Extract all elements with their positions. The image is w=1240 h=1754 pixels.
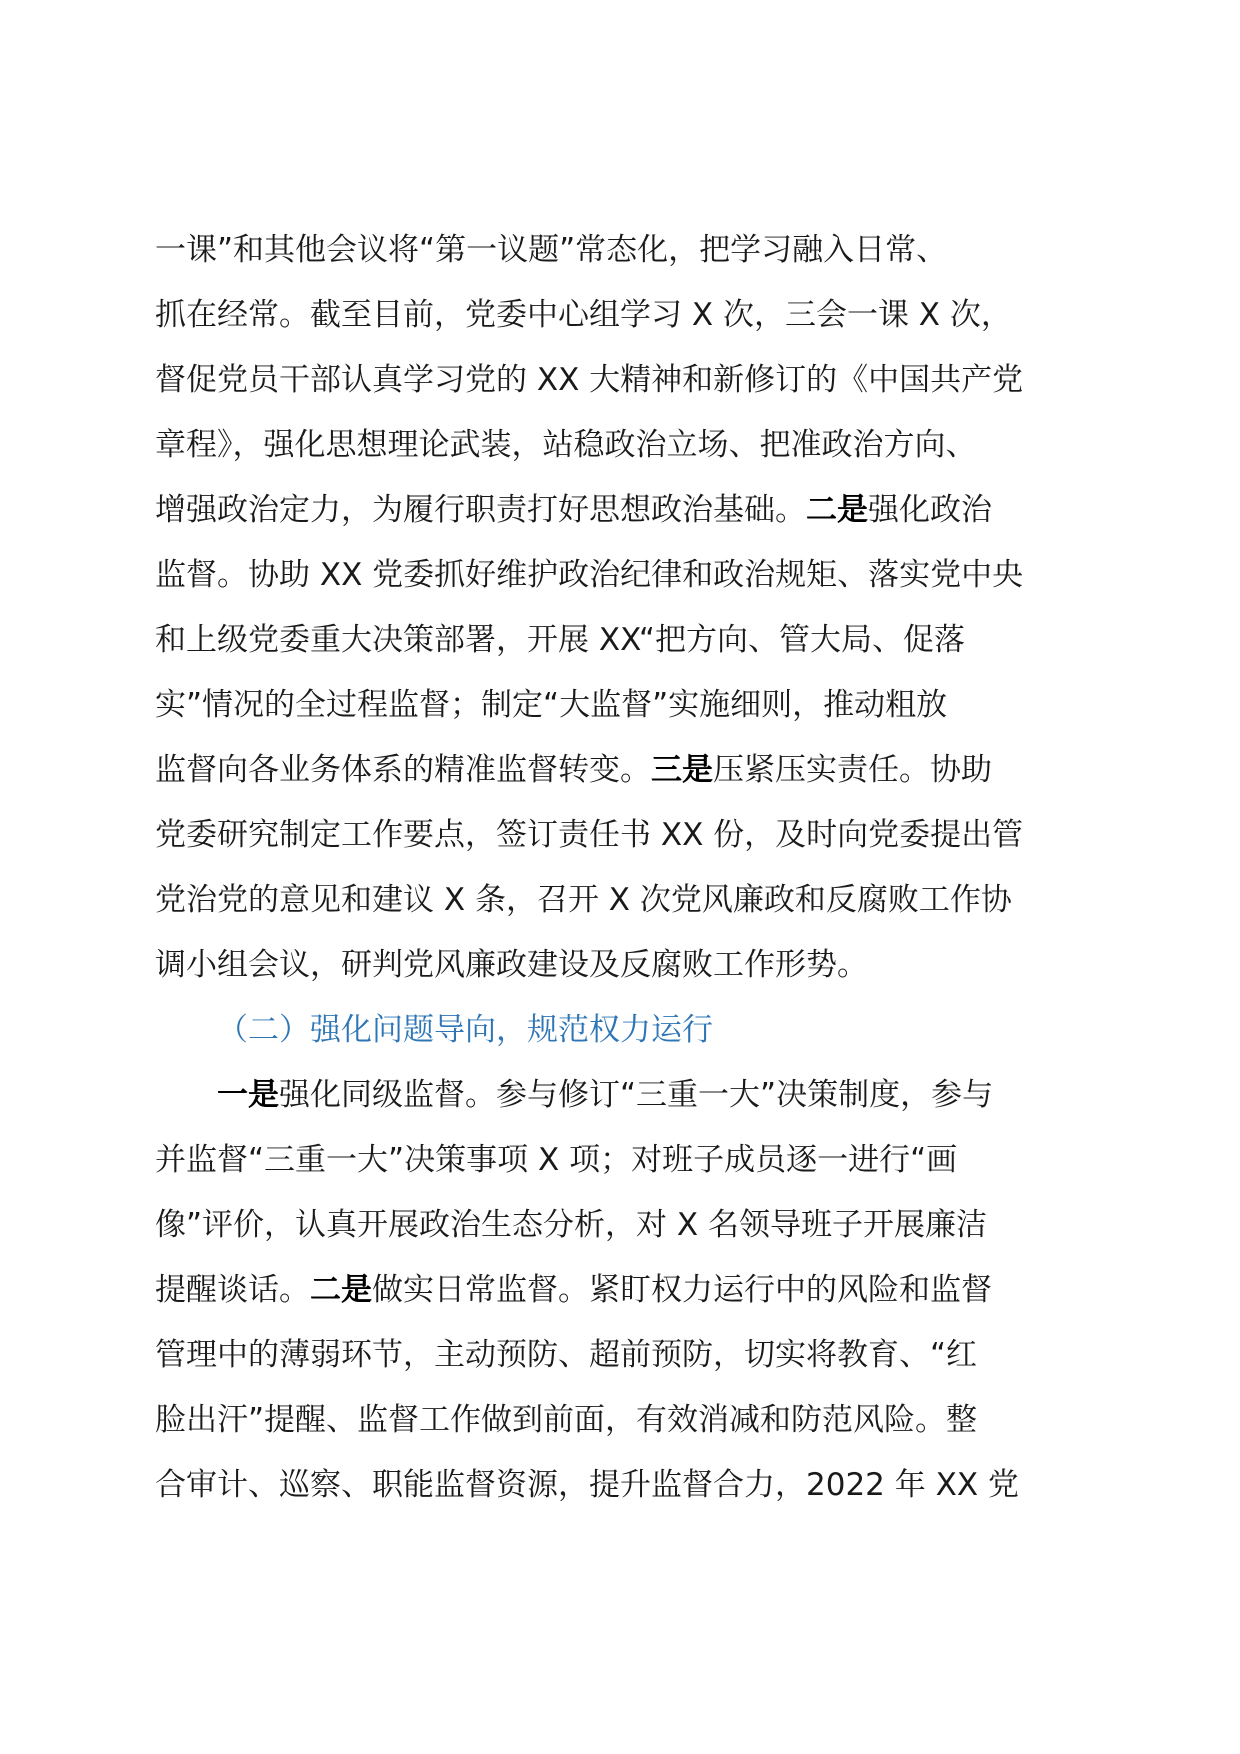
text-run: 管理中的薄弱环节，主动预防、超前预防，切实将教育、“红 [155, 1337, 978, 1373]
text-line [155, 933, 1090, 998]
text-run: 和上级党委重大决策部署，开展 XX“把方向、管大局、促落 [155, 622, 965, 658]
text-run: 增强政治定力，为履行职责打好思想政治基础。 [155, 492, 806, 528]
text-line [155, 1323, 1090, 1388]
text-run: 脸出汗”提醒、监督工作做到前面，有效消减和防范风险。整 [155, 1402, 978, 1438]
text-run: 督促党员干部认真学习党的 XX 大精神和新修订的《中国共产党 [155, 362, 1024, 398]
section-heading [155, 998, 1090, 1063]
text-run: 压紧压实责任。协助 [713, 752, 992, 788]
text-run: 一课”和其他会议将“第一议题”常态化，把学习融入日常、 [155, 232, 948, 268]
text-run: 做实日常监督。紧盯权力运行中的风险和监督 [372, 1272, 992, 1308]
text-line [155, 1193, 1090, 1258]
text-line [155, 673, 1090, 738]
text-line [155, 1388, 1090, 1453]
text-line [155, 868, 1090, 933]
text-run: 强化政治 [868, 492, 992, 528]
text-run: 提醒谈话。 [155, 1272, 310, 1308]
text-run: 像”评价，认真开展政治生态分析，对 X 名领导班子开展廉洁 [155, 1207, 988, 1243]
text-line [155, 413, 1090, 478]
text-line [155, 1258, 1090, 1323]
text-line [155, 608, 1090, 673]
text-line [155, 1128, 1090, 1193]
heading-text: （二）强化问题导向，规范权力运行 [217, 1012, 713, 1048]
text-run: 抓在经常。截至目前，党委中心组学习 X 次，三会一课 X 次， [155, 297, 1012, 333]
text-run: 调小组会议，研判党风廉政建设及反腐败工作形势。 [155, 947, 868, 983]
emphasis-label: 二是 [310, 1272, 372, 1308]
text-run: 章程》，强化思想理论武装，站稳政治立场、把准政治方向、 [155, 427, 977, 463]
text-line [155, 1063, 1090, 1128]
emphasis-label: 一是 [217, 1077, 279, 1113]
text-line [155, 1453, 1090, 1518]
text-line [155, 283, 1090, 348]
text-run: 实”情况的全过程监督；制定“大监督”实施细则，推动粗放 [155, 687, 948, 723]
text-run: 党委研究制定工作要点，签订责任书 XX 份，及时向党委提出管 [155, 817, 1024, 853]
text-run: 监督向各业务体系的精准监督转变。 [155, 752, 651, 788]
text-line [155, 803, 1090, 868]
text-run: 强化同级监督。参与修订“三重一大”决策制度，参与 [279, 1077, 994, 1113]
text-line [155, 478, 1090, 543]
text-run: 并监督“三重一大”决策事项 X 项；对班子成员逐一进行“画 [155, 1142, 958, 1178]
text-line [155, 348, 1090, 413]
document-body [155, 218, 1090, 1518]
text-line [155, 543, 1090, 608]
text-run: 党治党的意见和建议 X 条，召开 X 次党风廉政和反腐败工作协 [155, 882, 1012, 918]
text-line [155, 738, 1090, 803]
text-run: 合审计、巡察、职能监督资源，提升监督合力，2022 年 XX 党 [155, 1467, 1019, 1503]
emphasis-label: 三是 [651, 752, 713, 788]
text-line [155, 218, 1090, 283]
text-run: 监督。协助 XX 党委抓好维护政治纪律和政治规矩、落实党中央 [155, 557, 1024, 593]
emphasis-label: 二是 [806, 492, 868, 528]
